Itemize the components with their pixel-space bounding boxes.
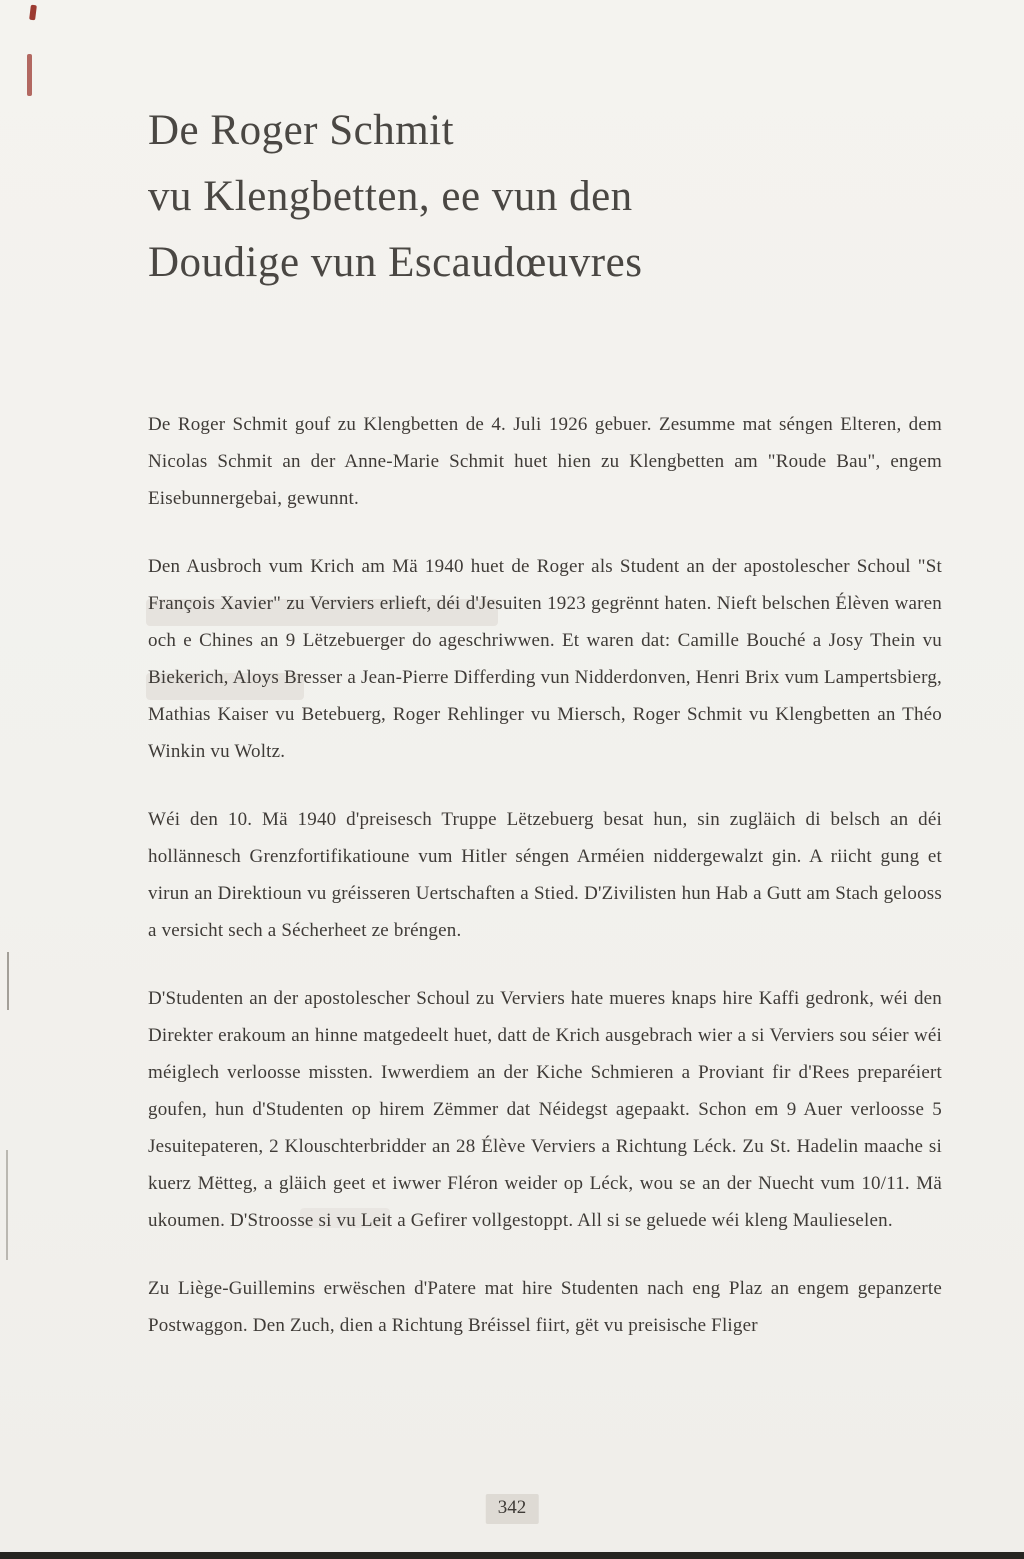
scan-edge-tick [6, 1150, 8, 1260]
scan-bottom-edge [0, 1552, 1024, 1559]
title-line-3: Doudige vun Escaudœuvres [148, 239, 643, 286]
page-content [148, 98, 942, 1344]
paragraph-1: De Roger Schmit gouf zu Klengbetten de 4. Juli 1926 gebuer. Zesumme mat séngen Elteren, dem Nicolas Schmit an der Anne-Marie Schmit huet hien zu Klengbetten am "Roude Bau", engem Eisebunnergebai, gewunnt. [148, 414, 942, 509]
page-number-text: 342 [497, 1497, 527, 1518]
scan-red-mark-icon [27, 54, 32, 96]
title-line-2: vu Klengbetten, ee vun den [148, 173, 633, 220]
scan-red-mark-icon [29, 5, 37, 21]
paragraph-5: Zu Liège-Guillemins erwëschen d'Patere mat hire Studenten nach eng Plaz an engem gepanzerte Postwaggon. Den Zuch, dien a Richtung Bréissel fiirt, gët vu preisische Fliger [148, 1278, 942, 1336]
page-number [486, 1494, 539, 1524]
paragraph-3: Wéi den 10. Mä 1940 d'preisesch Truppe Lëtzebuerg besat hun, sin zugläich di belsch an déi hollännesch Grenzfortifikatioune vum Hitler séngen Arméien niddergewalzt gin. A riicht gung et virun an Direktioun vu gréisseren Uertschaften a Stied. D'Zivilisten hun Hab a Gutt am Stach gelooss a versicht sech a Sécherheet ze bréngen. [148, 809, 942, 941]
title-line-1: De Roger Schmit [148, 107, 455, 154]
paragraph-2: Den Ausbroch vum Krich am Mä 1940 huet de Roger als Student an der apostolescher Schoul "St François Xavier" zu Verviers erlieft, déi d'Jesuiten 1923 gegrënnt haten. Nieft belschen Élèven waren och e Chines an 9 Lëtzebuerger do ageschriwwen. Et waren dat: Camille Bouché a Josy Thein vu Biekerich, Aloys Bresser a Jean-Pierre Differding vun Nidderdonven, Henri Brix vum Lampertsbierg, Mathias Kaiser vu Betebuerg, Roger Rehlinger vu Miersch, Roger Schmit vu Klengbetten an Théo Winkin vu Woltz. [148, 556, 942, 762]
paragraph-4: D'Studenten an der apostolescher Schoul zu Verviers hate mueres knaps hire Kaffi gedronk, wéi den Direkter erakoum an hinne matgedeelt huet, datt de Krich ausgebrach wier a si Verviers sou séier wéi méiglech verloosse missten. Iwwerdiem an der Kiche Schmieren a Proviant fir d'Rees preparéiert goufen, hun d'Studenten op hirem Zëmmer dat Néidegst agepaakt. Schon em 9 Auer verloosse 5 Jesuitepateren, 2 Klouschterbridder an 28 Élève Verviers a Richtung Léck. Zu St. Hadelin maache si kuerz Mëtteg, a gläich geet et iwwer Fléron weider op Léck, wou se an der Nuecht vum 10/11. Mä ukoumen. D'Stroosse si vu Leit a Gefirer vollgestoppt. All si se geluede wéi kleng Maulieselen. [148, 988, 942, 1231]
page-title [148, 98, 942, 296]
scan-edge-tick [7, 952, 9, 1010]
